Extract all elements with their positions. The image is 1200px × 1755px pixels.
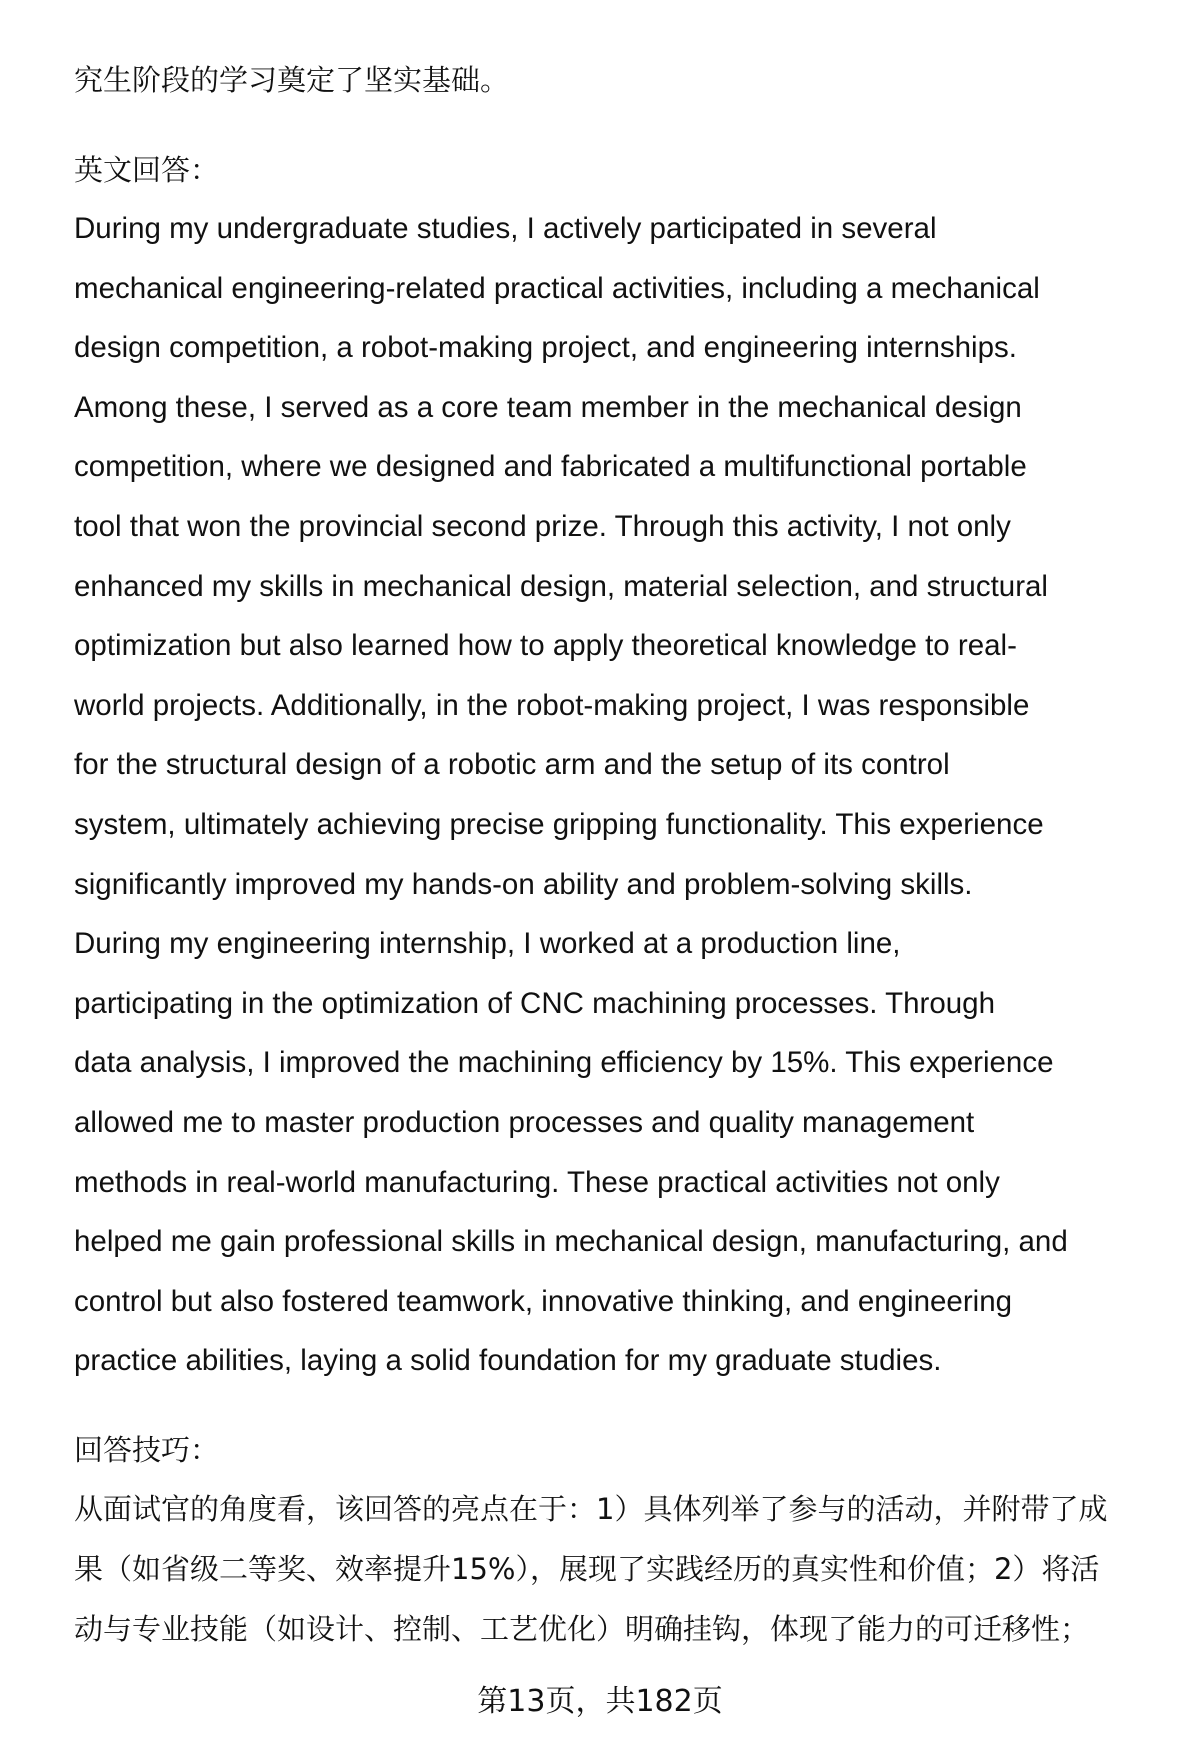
text-line: mechanical engineering-related practical activities, including a mechanical xyxy=(74,271,1040,305)
text-line: During my engineering internship, I worked at a production line, xyxy=(74,927,901,961)
text-line: data analysis, I improved the machining efficiency by 15%. This experience xyxy=(74,1046,1054,1080)
text-line: tool that won the provincial second prize. Through this activity, I not only xyxy=(74,510,1011,543)
text-line: 动与专业技能（如设计、控制、工艺优化）明确挂钩，体现了能力的可迁移性； xyxy=(74,1612,1090,1646)
text-line: 果（如省级二等奖、效率提升15%），展现了实践经历的真实性和价值；2）将活 xyxy=(74,1552,1100,1586)
text-line: practice abilities, laying a solid foundation for my graduate studies. xyxy=(74,1344,942,1378)
text-line: Among these, I served as a core team member in the mechanical design xyxy=(74,390,1022,424)
english-answer-heading: 英文回答： xyxy=(74,153,220,187)
text-line: significantly improved my hands-on ability and problem-solving skills. xyxy=(74,867,973,901)
text-line: 从面试官的角度看，该回答的亮点在于：1）具体列举了参与的活动，并附带了成 xyxy=(74,1492,1108,1526)
text-line: design competition, a robot-making project, and engineering internships. xyxy=(74,331,1017,365)
page-number: 第13页，共182页 xyxy=(477,1684,723,1719)
tips-heading: 回答技巧： xyxy=(74,1433,220,1467)
text-line: for the structural design of a robotic arm and the setup of its control xyxy=(74,748,950,782)
text-line: methods in real-world manufacturing. These practical activities not only xyxy=(74,1165,1000,1199)
text-line: competition, where we designed and fabricated a multifunctional portable xyxy=(74,450,1027,484)
top-line: 究生阶段的学习奠定了坚实基础。 xyxy=(74,63,510,97)
text-line: During my undergraduate studies, I actively participated in several xyxy=(74,212,937,245)
text-line: enhanced my skills in mechanical design, material selection, and structural xyxy=(74,569,1048,603)
text-line: allowed me to master production processes and quality management xyxy=(74,1106,975,1139)
text-line: participating in the optimization of CNC machining processes. Through xyxy=(74,986,995,1020)
text-line: control but also fostered teamwork, innovative thinking, and engineering xyxy=(74,1284,1013,1318)
text-line: helped me gain professional skills in mechanical design, manufacturing, and xyxy=(74,1225,1068,1259)
text-line: world projects. Additionally, in the robot-making project, I was responsible xyxy=(74,688,1030,722)
text-line: optimization but also learned how to apply theoretical knowledge to real- xyxy=(74,629,1017,663)
text-line: system, ultimately achieving precise gripping functionality. This experience xyxy=(74,808,1044,841)
